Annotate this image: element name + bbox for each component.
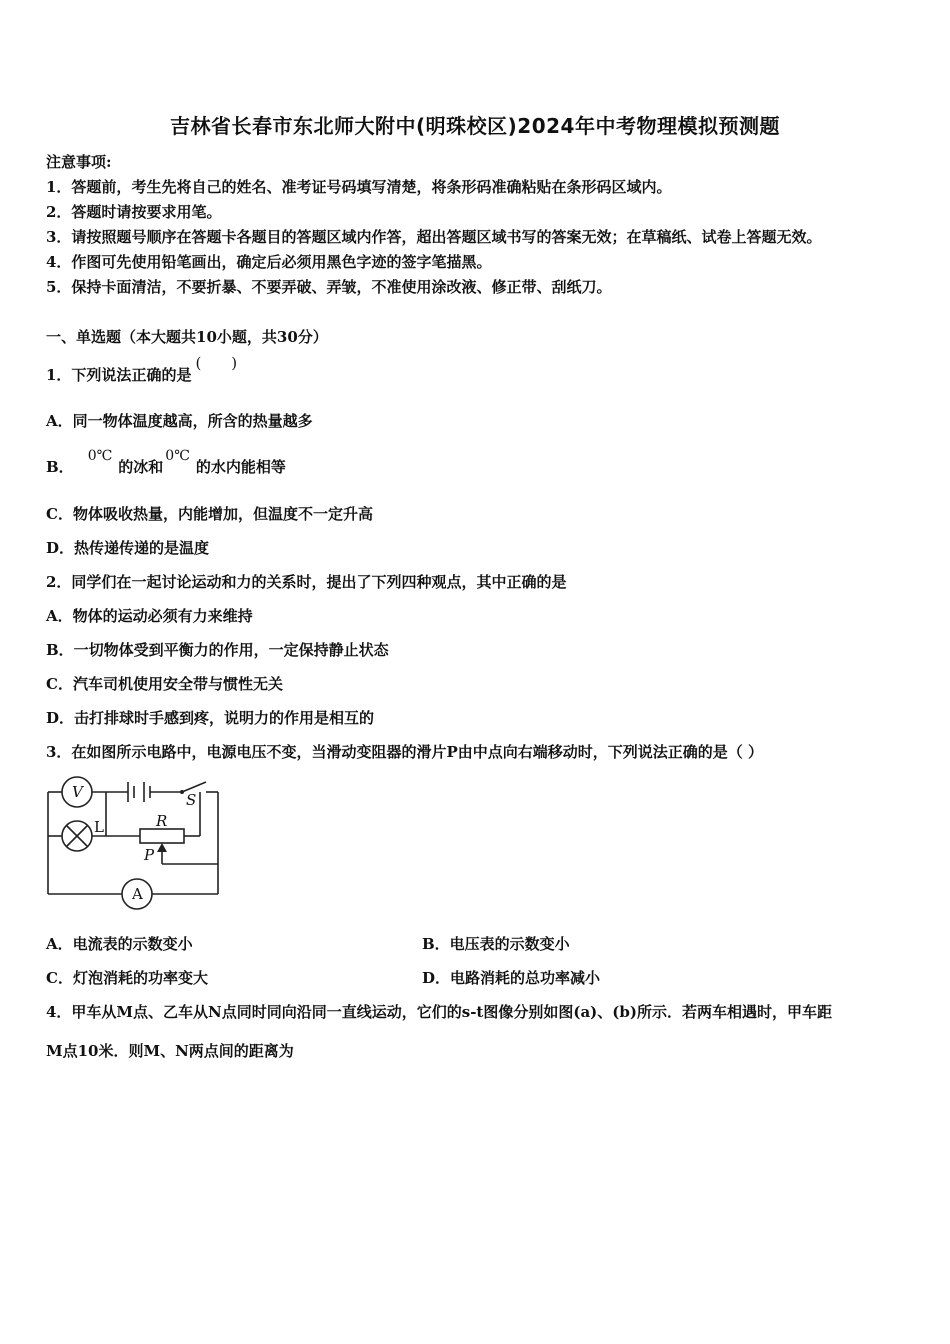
option-c: C．汽车司机使用安全带与惯性无关 (46, 675, 283, 693)
section-heading: 一、单选题（本大题共10小题，共30分） (46, 328, 328, 346)
switch-label: S (186, 791, 197, 809)
option-row (46, 967, 601, 989)
switch-contact (180, 790, 184, 794)
question-2-stem: 2．同学们在一起讨论运动和力的关系时，提出了下列四种观点，其中正确的是 (46, 573, 567, 591)
option-a: A．同一物体温度越高，所含的热量越多 (46, 412, 313, 430)
notice-item: 4．作图可先使用铅笔画出，确定后必须用黑色字迹的签字笔描黑。 (46, 253, 492, 271)
question-4-line1: 4．甲车从M点、乙车从N点同时同向沿同一直线运动，它们的s-t图像分别如图(a)、(b)所示．若两车相遇时，甲车距 (46, 1003, 832, 1021)
option-d: D．电路消耗的总功率减小 (422, 969, 601, 987)
notice-heading: 注意事项: (46, 153, 112, 171)
slider-arrow (157, 843, 167, 852)
question-3-stem: 3．在如图所示电路中，电源电压不变，当滑动变阻器的滑片P由中点向右端移动时，下列说法正确的是（ ） (46, 743, 763, 761)
voltmeter-label: V (72, 783, 83, 801)
temperature: 0℃ (165, 448, 190, 464)
question-1 (46, 354, 238, 386)
option-c: C．物体吸收热量，内能增加，但温度不一定升高 (46, 505, 373, 523)
question-stem: 1．下列说法正确的是 (46, 366, 192, 384)
option-text: 的冰和 (118, 458, 164, 476)
option-a: A．物体的运动必须有力来维持 (46, 607, 253, 625)
option-row (46, 933, 570, 955)
slider-label: P (144, 846, 155, 864)
answer-paren: ( ) (195, 354, 238, 372)
lamp-label: L (94, 818, 104, 836)
question-4-line2: M点10米．则M、N两点间的距离为 (46, 1042, 294, 1060)
circuit-diagram (40, 772, 240, 912)
option-label: B． (46, 458, 74, 476)
notice-item: 1．答题前，考生先将自己的姓名、准考证号码填写清楚，将条形码准确粘贴在条形码区域内。 (46, 178, 672, 196)
notice-item: 5．保持卡面清洁，不要折暴、不要弄破、弄皱，不准使用涂改液、修正带、刮纸刀。 (46, 278, 612, 296)
rheostat-label: R (156, 812, 168, 830)
ammeter-label: A (132, 885, 143, 903)
page-title: 吉林省长春市东北师大附中(明珠校区)2024年中考物理模拟预测题 (170, 114, 780, 138)
temperature: 0℃ (87, 448, 113, 464)
option-b: B．一切物体受到平衡力的作用，一定保持静止状态 (46, 641, 389, 659)
option-b (46, 448, 286, 479)
option-c: C．灯泡消耗的功率变大 (46, 969, 208, 987)
notice-item: 2．答题时请按要求用笔。 (46, 203, 222, 221)
option-text: 的水内能相等 (195, 458, 286, 476)
option-d: D．热传递传递的是温度 (46, 539, 210, 557)
option-b: B．电压表的示数变小 (422, 935, 570, 953)
notice-item: 3．请按照题号顺序在答题卡各题目的答题区域内作答，超出答题区域书写的答案无效；在草稿纸、试卷上答题无效。 (46, 228, 822, 246)
option-a: A．电流表的示数变小 (46, 935, 193, 953)
option-d: D．击打排球时手感到疼，说明力的作用是相互的 (46, 709, 375, 727)
